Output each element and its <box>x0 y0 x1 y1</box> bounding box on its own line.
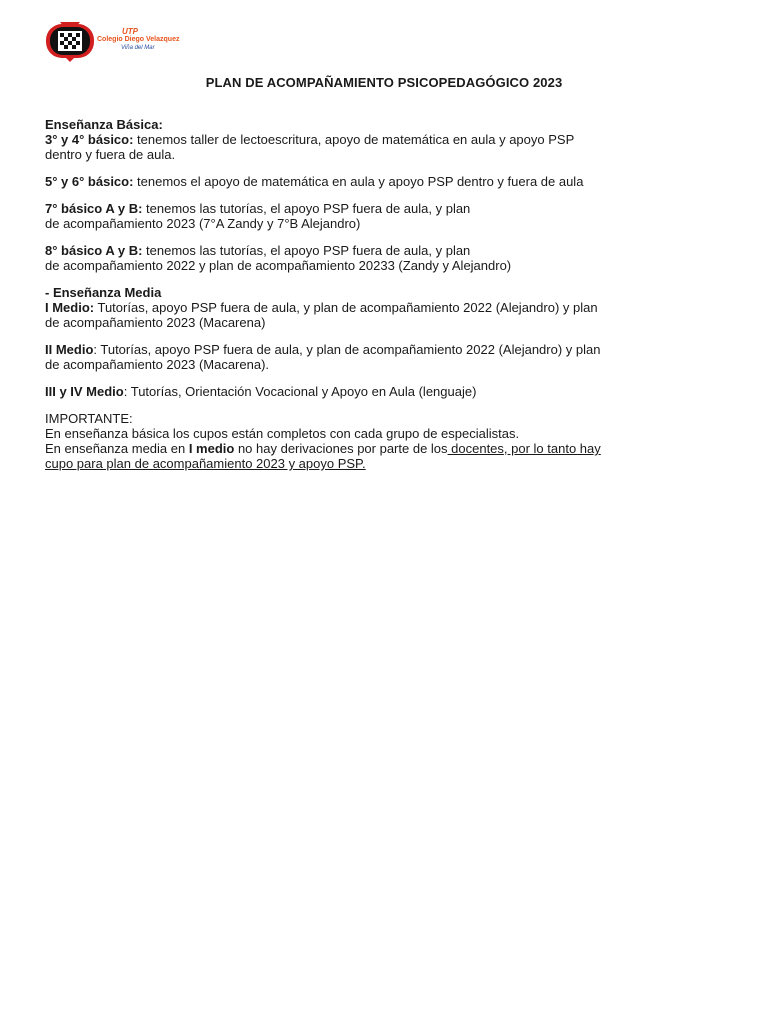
basica-section-intro <box>45 117 725 162</box>
importante-line-1: En enseñanza básica los cupos están completos con cada grupo de especialistas. <box>45 426 520 441</box>
importante-line-2-d: docentes <box>447 441 504 456</box>
media-heading: - Enseñanza Media <box>45 285 162 300</box>
page-title: PLAN DE ACOMPAÑAMIENTO PSICOPEDAGÓGICO 2023 <box>205 75 563 90</box>
importante-section <box>45 411 725 471</box>
school-crest-icon <box>46 20 94 62</box>
media-iii-iv-text: : Tutorías, Orientación Vocacional y Apoyo en Aula (lenguaje) <box>123 384 477 399</box>
media-section-intro <box>45 285 725 330</box>
logo-city-name: Viña del Mar <box>121 45 155 51</box>
media-i-text: Tutorías, apoyo PSP fuera de aula, y plan de acompañamiento 2022 (Alejandro) y plan <box>94 300 598 315</box>
basica-3-4-text-cont: dentro y fuera de aula. <box>45 147 176 162</box>
basica-heading: Enseñanza Básica: <box>45 117 163 132</box>
basica-8-label: 8° básico A y B: <box>45 243 143 258</box>
media-i-text-cont: de acompañamiento 2023 (Macarena) <box>45 315 266 330</box>
basica-8-text: tenemos las tutorías, el apoyo PSP fuera de aula, y plan <box>142 243 471 258</box>
school-logo <box>46 20 196 64</box>
media-iii-iv-label: III y IV Medio <box>45 384 124 399</box>
logo-utp-text: UTP <box>122 27 138 36</box>
importante-line-2-e: , <box>503 441 508 456</box>
media-i-label: I Medio: <box>45 300 95 315</box>
media-ii-label: II Medio <box>45 342 94 357</box>
importante-line-3: cupo para plan de acompañamiento 2023 y apoyo PSP. <box>45 456 366 471</box>
media-iii-iv-paragraph <box>45 384 725 399</box>
basica-7-paragraph <box>45 201 725 231</box>
basica-5-6-paragraph <box>45 174 725 189</box>
basica-8-text-cont: de acompañamiento 2022 y plan de acompañamiento 20233 (Zandy y Alejandro) <box>45 258 512 273</box>
importante-line-2-bold: I medio <box>188 441 235 456</box>
basica-5-6-text: tenemos el apoyo de matemática en aula y apoyo PSP dentro y fuera de aula <box>133 174 584 189</box>
media-ii-text-cont: de acompañamiento 2023 (Macarena). <box>45 357 270 372</box>
basica-7-text: tenemos las tutorías, el apoyo PSP fuera de aula, y plan <box>142 201 471 216</box>
importante-line-2-c: no hay derivaciones por parte de los <box>234 441 448 456</box>
importante-line-2-f: por lo tanto hay <box>507 441 601 456</box>
logo-school-name: Colegio Diego Velazquez <box>97 36 180 43</box>
basica-8-paragraph <box>45 243 725 273</box>
basica-3-4-text: tenemos taller de lectoescritura, apoyo de matemática en aula y apoyo PSP <box>133 132 575 147</box>
importante-heading: IMPORTANTE: <box>45 411 133 426</box>
basica-7-text-cont: de acompañamiento 2023 (7°A Zandy y 7°B Alejandro) <box>45 216 361 231</box>
importante-line-2 <box>45 441 725 456</box>
media-ii-paragraph <box>45 342 725 372</box>
media-ii-text: : Tutorías, apoyo PSP fuera de aula, y plan de acompañamiento 2022 (Alejandro) y plan <box>93 342 601 357</box>
basica-7-label: 7° básico A y B: <box>45 201 143 216</box>
document-body <box>45 117 725 483</box>
basica-3-4-label: 3° y 4° básico: <box>45 132 134 147</box>
basica-5-6-label: 5° y 6° básico: <box>45 174 134 189</box>
importante-line-2-a: En enseñanza media en <box>45 441 189 456</box>
